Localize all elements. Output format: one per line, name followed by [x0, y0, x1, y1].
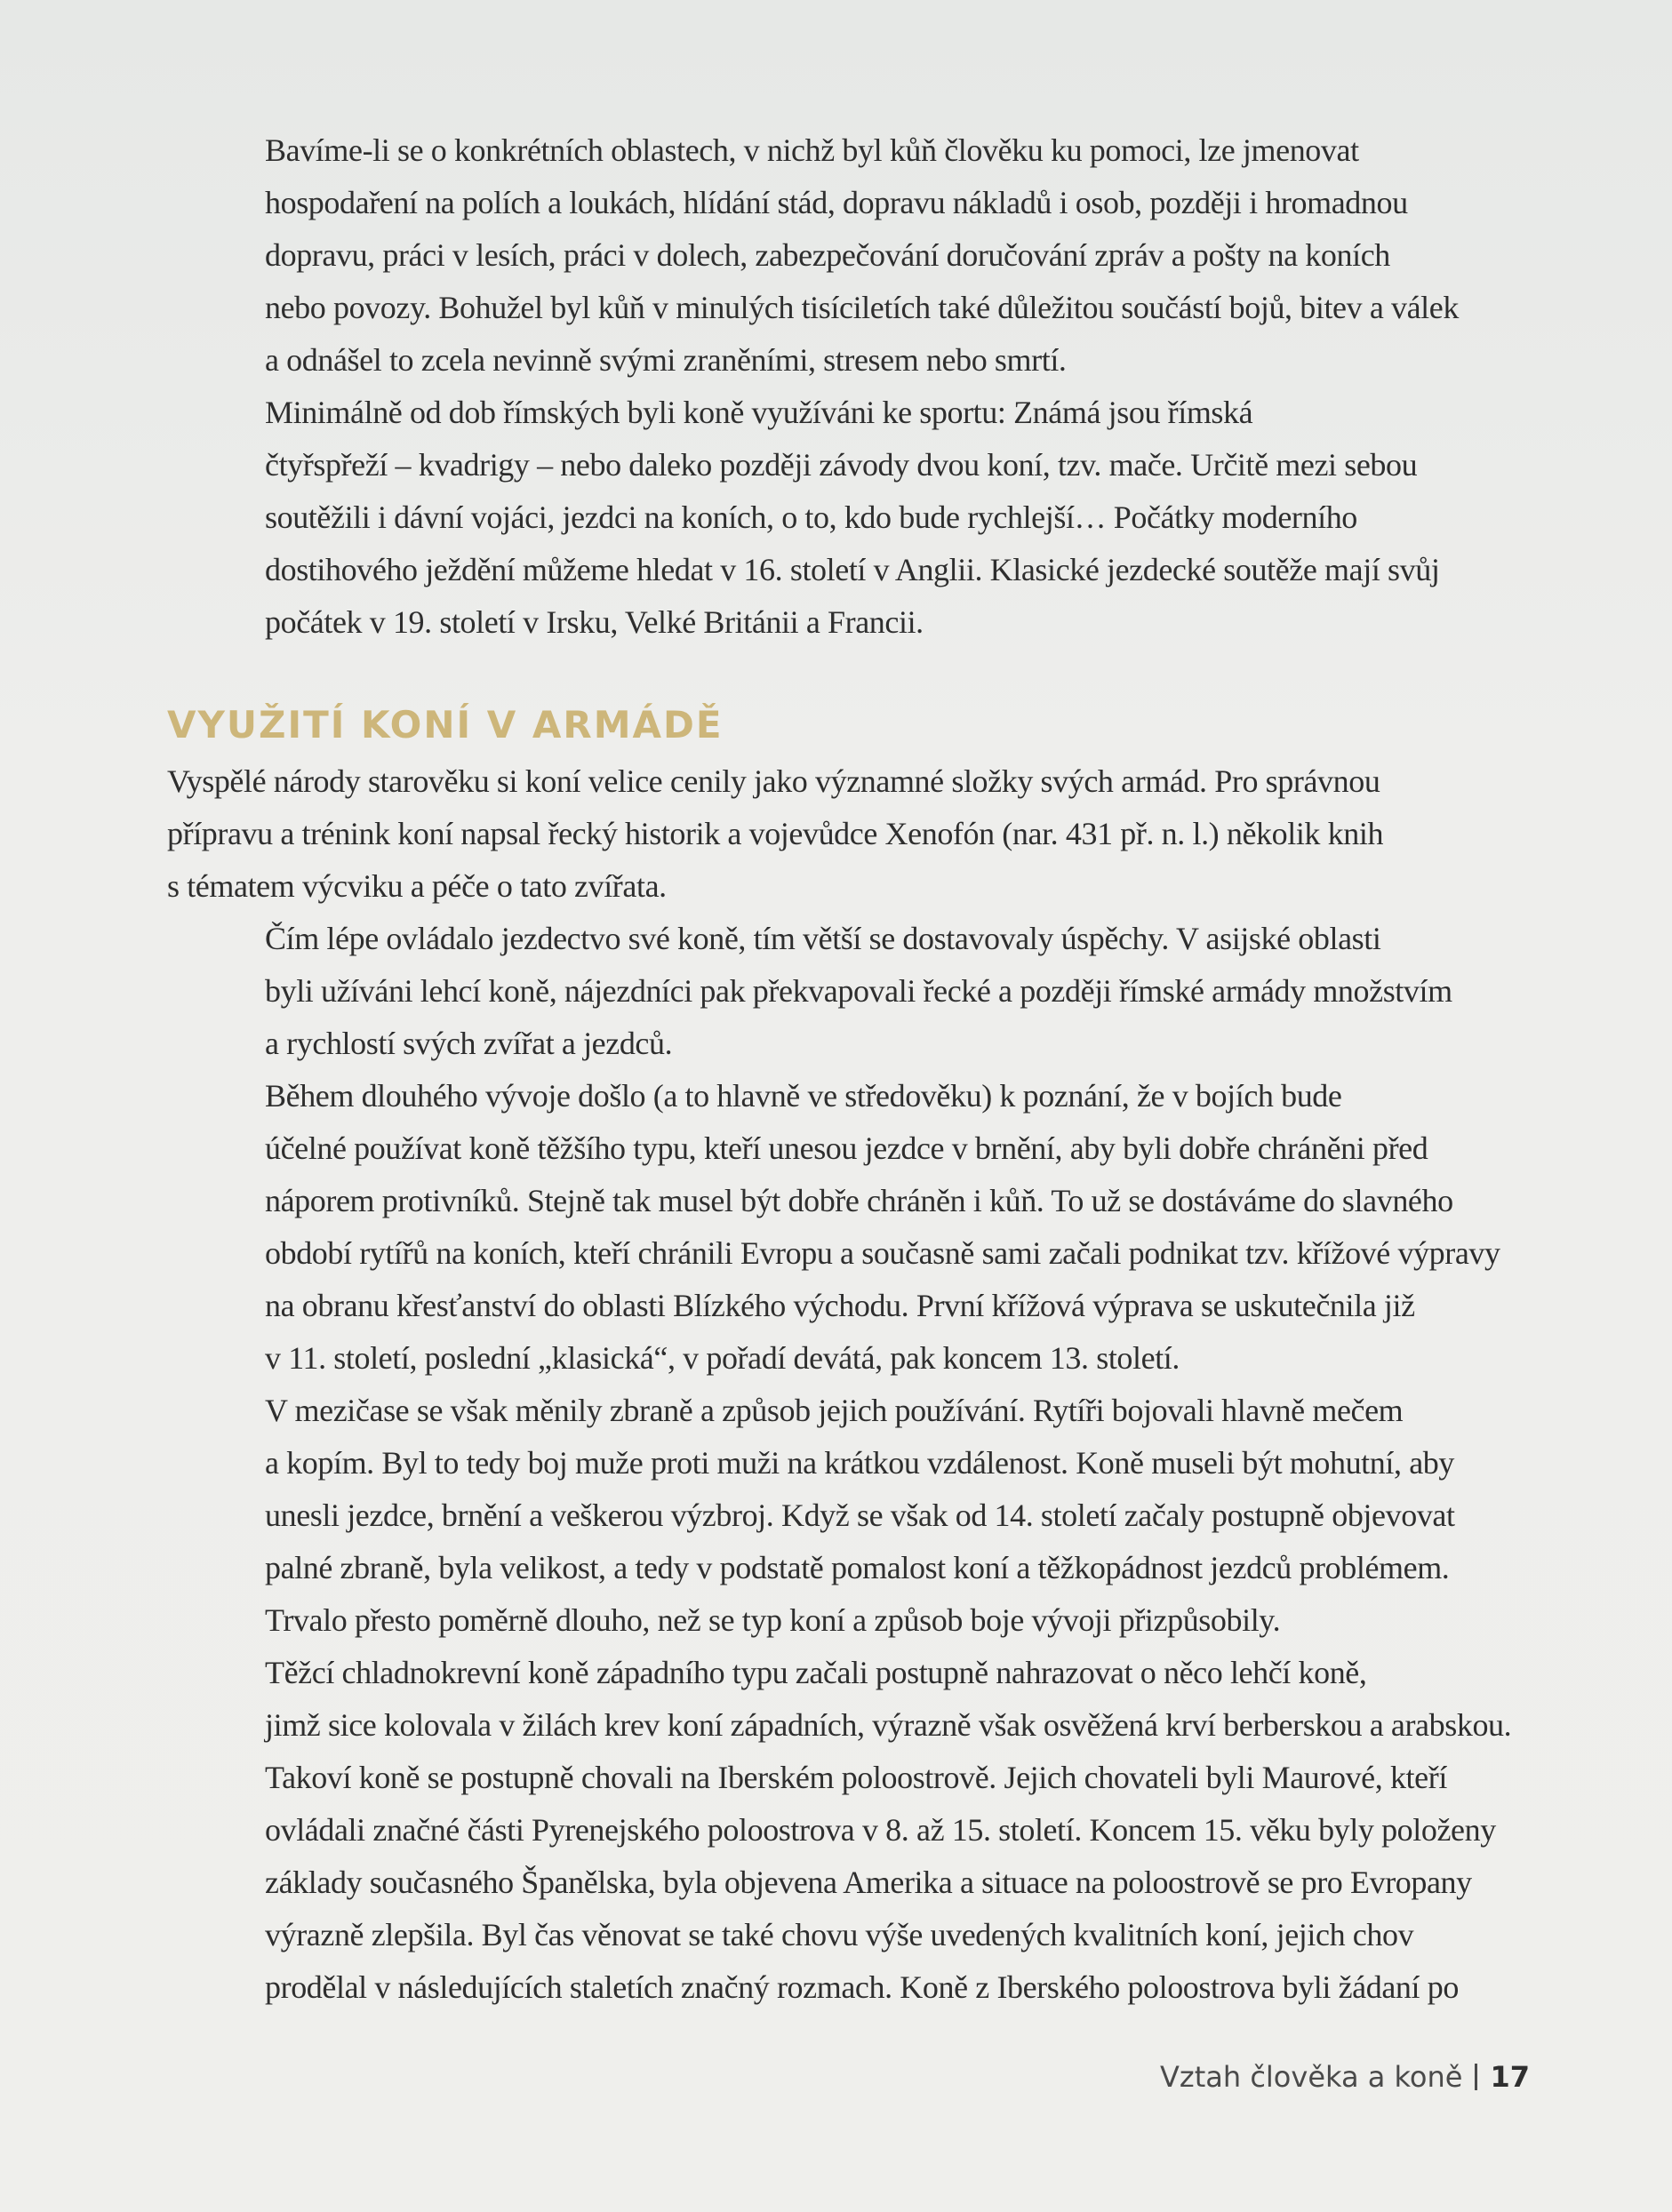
section-text	[167, 755, 1563, 2014]
paragraph	[167, 1647, 1563, 2014]
text-line: dostihového ježdění můžeme hledat v 16. století v Anglii. Klasické jezdecké soutěže mají svůj	[265, 552, 1440, 587]
text-line: jimž sice kolovala v žilách krev koní západních, výrazně však osvěžená krví berberskou a arabskou.	[265, 1707, 1512, 1743]
page-footer	[1160, 2060, 1530, 2094]
text-line: výrazně zlepšila. Byl čas věnovat se také chovu výše uvedených kvalitních koní, jejich chov	[265, 1917, 1414, 1952]
intro-text	[167, 124, 1563, 649]
text-line: období rytířů na koních, kteří chránili Evropu a současně sami začali podnikat tzv. křížové výpravy	[265, 1235, 1500, 1271]
text-line: čtyřspřeží – kvadrigy – nebo daleko později závody dvou koní, tzv. mače. Určitě mezi sebou	[265, 447, 1418, 483]
text-line: soutěžili i dávní vojáci, jezdci na koních, o to, kdo bude rychlejší… Počátky moderního	[265, 499, 1357, 535]
page-number: 17	[1490, 2060, 1530, 2094]
text-line: na obranu křesťanství do oblasti Blízkého východu. První křížová výprava se uskutečnila již	[265, 1288, 1415, 1323]
paragraph	[167, 387, 1563, 649]
text-line: Trvalo přesto poměrně dlouho, než se typ koní a způsob boje vývoji přizpůsobily.	[265, 1602, 1281, 1638]
text-line: v 11. století, poslední „klasická“, v pořadí devátá, pak koncem 13. století.	[265, 1340, 1180, 1376]
text-line: Vyspělé národy starověku si koní velice cenily jako významné složky svých armád. Pro správnou	[167, 763, 1380, 799]
text-line: počátek v 19. století v Irsku, Velké Británii a Francii.	[265, 604, 924, 640]
paragraph	[167, 1070, 1563, 1385]
text-line: prodělal v následujících staletích značný rozmach. Koně z Iberského poloostrova byli žádaní po	[265, 1969, 1459, 2005]
text-line: V mezičase se však měnily zbraně a způsob jejich používání. Rytíři bojovali hlavně mečem	[265, 1393, 1404, 1428]
paragraph	[167, 124, 1563, 387]
text-line: hospodaření na polích a loukách, hlídání stád, dopravu nákladů i osob, později i hromadnou	[265, 185, 1408, 220]
text-line: nebo povozy. Bohužel byl kůň v minulých tisíciletích také důležitou součástí bojů, bitev a válek	[265, 290, 1459, 325]
chapter-title: Vztah člověka a koně	[1160, 2060, 1463, 2094]
text-line: přípravu a trénink koní napsal řecký historik a vojevůdce Xenofón (nar. 431 př. n. l.) několik knih	[167, 816, 1384, 851]
text-line: byli užíváni lehcí koně, nájezdníci pak překvapovali řecké a později římské armády množstvím	[265, 973, 1452, 1009]
text-line: s tématem výcviku a péče o tato zvířata.	[167, 868, 667, 904]
text-line: ovládali značné části Pyrenejského poloostrova v 8. až 15. století. Koncem 15. věku byly položeny	[265, 1812, 1496, 1848]
text-line: a kopím. Byl to tedy boj muže proti muži na krátkou vzdálenost. Koně museli být mohutní, aby	[265, 1445, 1454, 1481]
paragraph	[167, 755, 1563, 913]
text-line: Bavíme-li se o konkrétních oblastech, v nichž byl kůň člověku ku pomoci, lze jmenovat	[265, 132, 1359, 168]
section-heading: VYUŽITÍ KONÍ V ARMÁDĚ	[167, 703, 724, 747]
text-line: Minimálně od dob římských byli koně využíváni ke sportu: Známá jsou římská	[265, 395, 1253, 430]
text-line: náporem protivníků. Stejně tak musel být dobře chráněn i kůň. To už se dostáváme do slavného	[265, 1183, 1453, 1218]
text-line: účelné používat koně těžšího typu, kteří unesou jezdce v brnění, aby byli dobře chráněni před	[265, 1130, 1428, 1166]
text-line: a rychlostí svých zvířat a jezdců.	[265, 1026, 673, 1061]
text-line: základy současného Španělska, byla objevena Amerika a situace na poloostrově se pro Evropany	[265, 1865, 1472, 1900]
text-line: Čím lépe ovládalo jezdectvo své koně, tím větší se dostavovaly úspěchy. V asijské oblasti	[265, 921, 1381, 956]
footer-divider	[1475, 2064, 1477, 2090]
text-line: Během dlouhého vývoje došlo (a to hlavně ve středověku) k poznání, že v bojích bude	[265, 1078, 1342, 1114]
text-line: unesli jezdce, brnění a veškerou výzbroj. Když se však od 14. století začaly postupně objevovat	[265, 1497, 1455, 1533]
text-line: Těžcí chladnokrevní koně západního typu začali postupně nahrazovat o něco lehčí koně,	[265, 1655, 1367, 1690]
paragraph	[167, 913, 1563, 1070]
text-line: palné zbraně, byla velikost, a tedy v podstatě pomalost koní a těžkopádnost jezdců problémem.	[265, 1550, 1450, 1585]
text-line: dopravu, práci v lesích, práci v dolech, zabezpečování doručování zpráv a pošty na koních	[265, 237, 1390, 273]
text-line: a odnášel to zcela nevinně svými zraněními, stresem nebo smrtí.	[265, 342, 1067, 378]
paragraph	[167, 1385, 1563, 1647]
text-line: Takoví koně se postupně chovali na Iberském poloostrově. Jejich chovateli byli Maurové, kteří	[265, 1760, 1447, 1795]
